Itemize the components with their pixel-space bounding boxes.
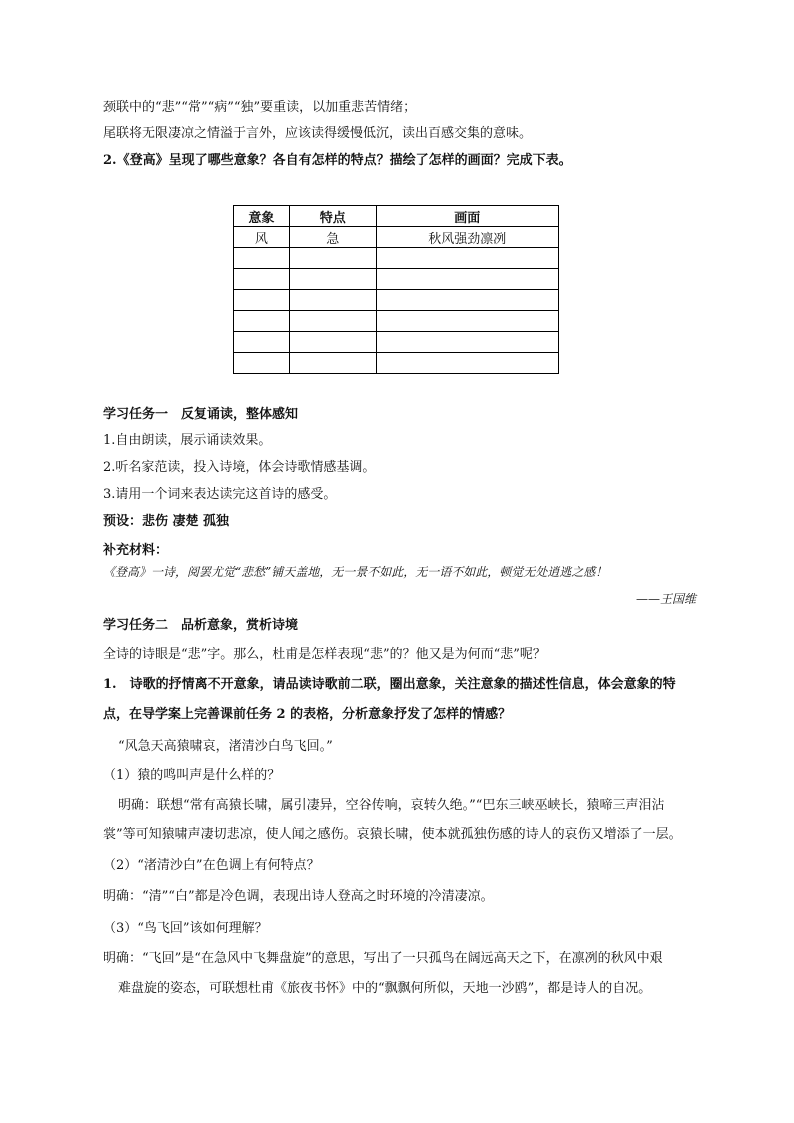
- table-row: [234, 353, 559, 374]
- table-row: [234, 269, 559, 290]
- table-cell: [234, 269, 290, 290]
- table-cell: [376, 353, 558, 374]
- sub-question-2: （2）“渚清沙白”在色调上有何特点？: [103, 858, 320, 873]
- table-row: [234, 227, 559, 248]
- table-cell: 风: [234, 227, 290, 248]
- intro-line-2: 尾联将无限凄凉之情溢于言外，应该读得缓慢低沉，读出百感交集的意味。: [103, 126, 533, 141]
- task1-title: 学习任务一 反复诵读，整体感知: [103, 407, 299, 422]
- sub-question-1: （1）猿的鸣叫声是什么样的？: [103, 768, 281, 783]
- task1-item-2: 2.听名家范读，投入诗境，体会诗歌情感基调。: [103, 460, 376, 475]
- table-cell: [234, 353, 290, 374]
- task1-preset: 预设：悲伤 凄楚 孤独: [103, 514, 230, 529]
- poem-quote: “风急天高猿啸哀，渚清沙白鸟飞回。”: [118, 739, 333, 754]
- supplement-title: 补充材料：: [103, 543, 169, 558]
- table-cell: [376, 248, 558, 269]
- task2-intro: 全诗的诗眼是“悲”字。那么，杜甫是怎样表现“悲”的？他又是为何而“悲”呢？: [103, 647, 546, 662]
- intro-line-1: 颈联中的“悲”“常”“病”“独”要重读，以加重悲苦情绪；: [103, 100, 417, 115]
- table-header-cell: 意象: [234, 206, 290, 227]
- question-2: 2.《登高》呈现了哪些意象？各自有怎样的特点？描绘了怎样的画面？完成下表。: [103, 153, 572, 168]
- task2-question-1-line-1: 1. 诗歌的抒情离不开意象，请品读诗歌前二联，圈出意象，关注意象的描述性信息，体会意象的特: [103, 677, 676, 692]
- table-header-cell: 画面: [376, 206, 558, 227]
- table-cell: [289, 248, 376, 269]
- table-cell: [289, 290, 376, 311]
- table-cell: [289, 311, 376, 332]
- table-cell: [234, 311, 290, 332]
- answer-1-line-1: 明确：联想“常有高猿长啸，属引凄异，空谷传响，哀转久绝。”“巴东三峡巫峡长，猿啼三声泪沾: [118, 798, 665, 813]
- table-cell: [289, 353, 376, 374]
- task1-item-1: 1.自由朗读，展示诵读效果。: [103, 433, 272, 448]
- table-cell: [376, 311, 558, 332]
- supplement-author: ——王国维: [636, 592, 697, 606]
- imagery-table: [233, 205, 559, 374]
- table-cell: [376, 290, 558, 311]
- table-row: [234, 332, 559, 353]
- answer-3-line-1: 明确：“飞回”是“在急风中飞舞盘旋”的意思，写出了一只孤鸟在阔远高天之下，在凛冽的秋风中艰: [103, 951, 663, 966]
- table-row: [234, 311, 559, 332]
- table-header-row: [234, 206, 559, 227]
- table-cell: 急: [289, 227, 376, 248]
- table-header-cell: 特点: [289, 206, 376, 227]
- table-cell: [376, 269, 558, 290]
- table-row: [234, 248, 559, 269]
- table-cell: 秋风强劲凛冽: [376, 227, 558, 248]
- table-cell: [234, 332, 290, 353]
- table-row: [234, 290, 559, 311]
- answer-2: 明确：“清”“白”都是冷色调，表现出诗人登高之时环境的冷清凄凉。: [103, 889, 494, 904]
- task2-title: 学习任务二 品析意象，赏析诗境: [103, 618, 299, 633]
- table-cell: [376, 332, 558, 353]
- answer-3-line-2: 难盘旋的姿态，可联想杜甫《旅夜书怀》中的“飘飘何所似，天地一沙鸥”，都是诗人的自况。: [118, 981, 652, 996]
- answer-1-line-2: 裳”等可知猿啸声凄切悲凉，使人闻之感伤。哀猿长啸，使本就孤独伤感的诗人的哀伤又增添了一层。: [103, 827, 682, 842]
- table-cell: [289, 269, 376, 290]
- task2-question-1-line-2: 点，在导学案上完善课前任务 2 的表格，分析意象抒发了怎样的情感？: [103, 707, 512, 722]
- supplement-text: 《登高》一诗，阅罢尤觉“悲愁”铺天盖地，无一景不如此，无一语不如此，顿觉无处逍逃之感！: [103, 565, 608, 579]
- task1-item-3: 3.请用一个词来表达读完这首诗的感受。: [103, 487, 337, 502]
- table-cell: [234, 248, 290, 269]
- sub-question-3: （3）“鸟飞回”该如何理解？: [103, 921, 268, 936]
- table-cell: [289, 332, 376, 353]
- table-cell: [234, 290, 290, 311]
